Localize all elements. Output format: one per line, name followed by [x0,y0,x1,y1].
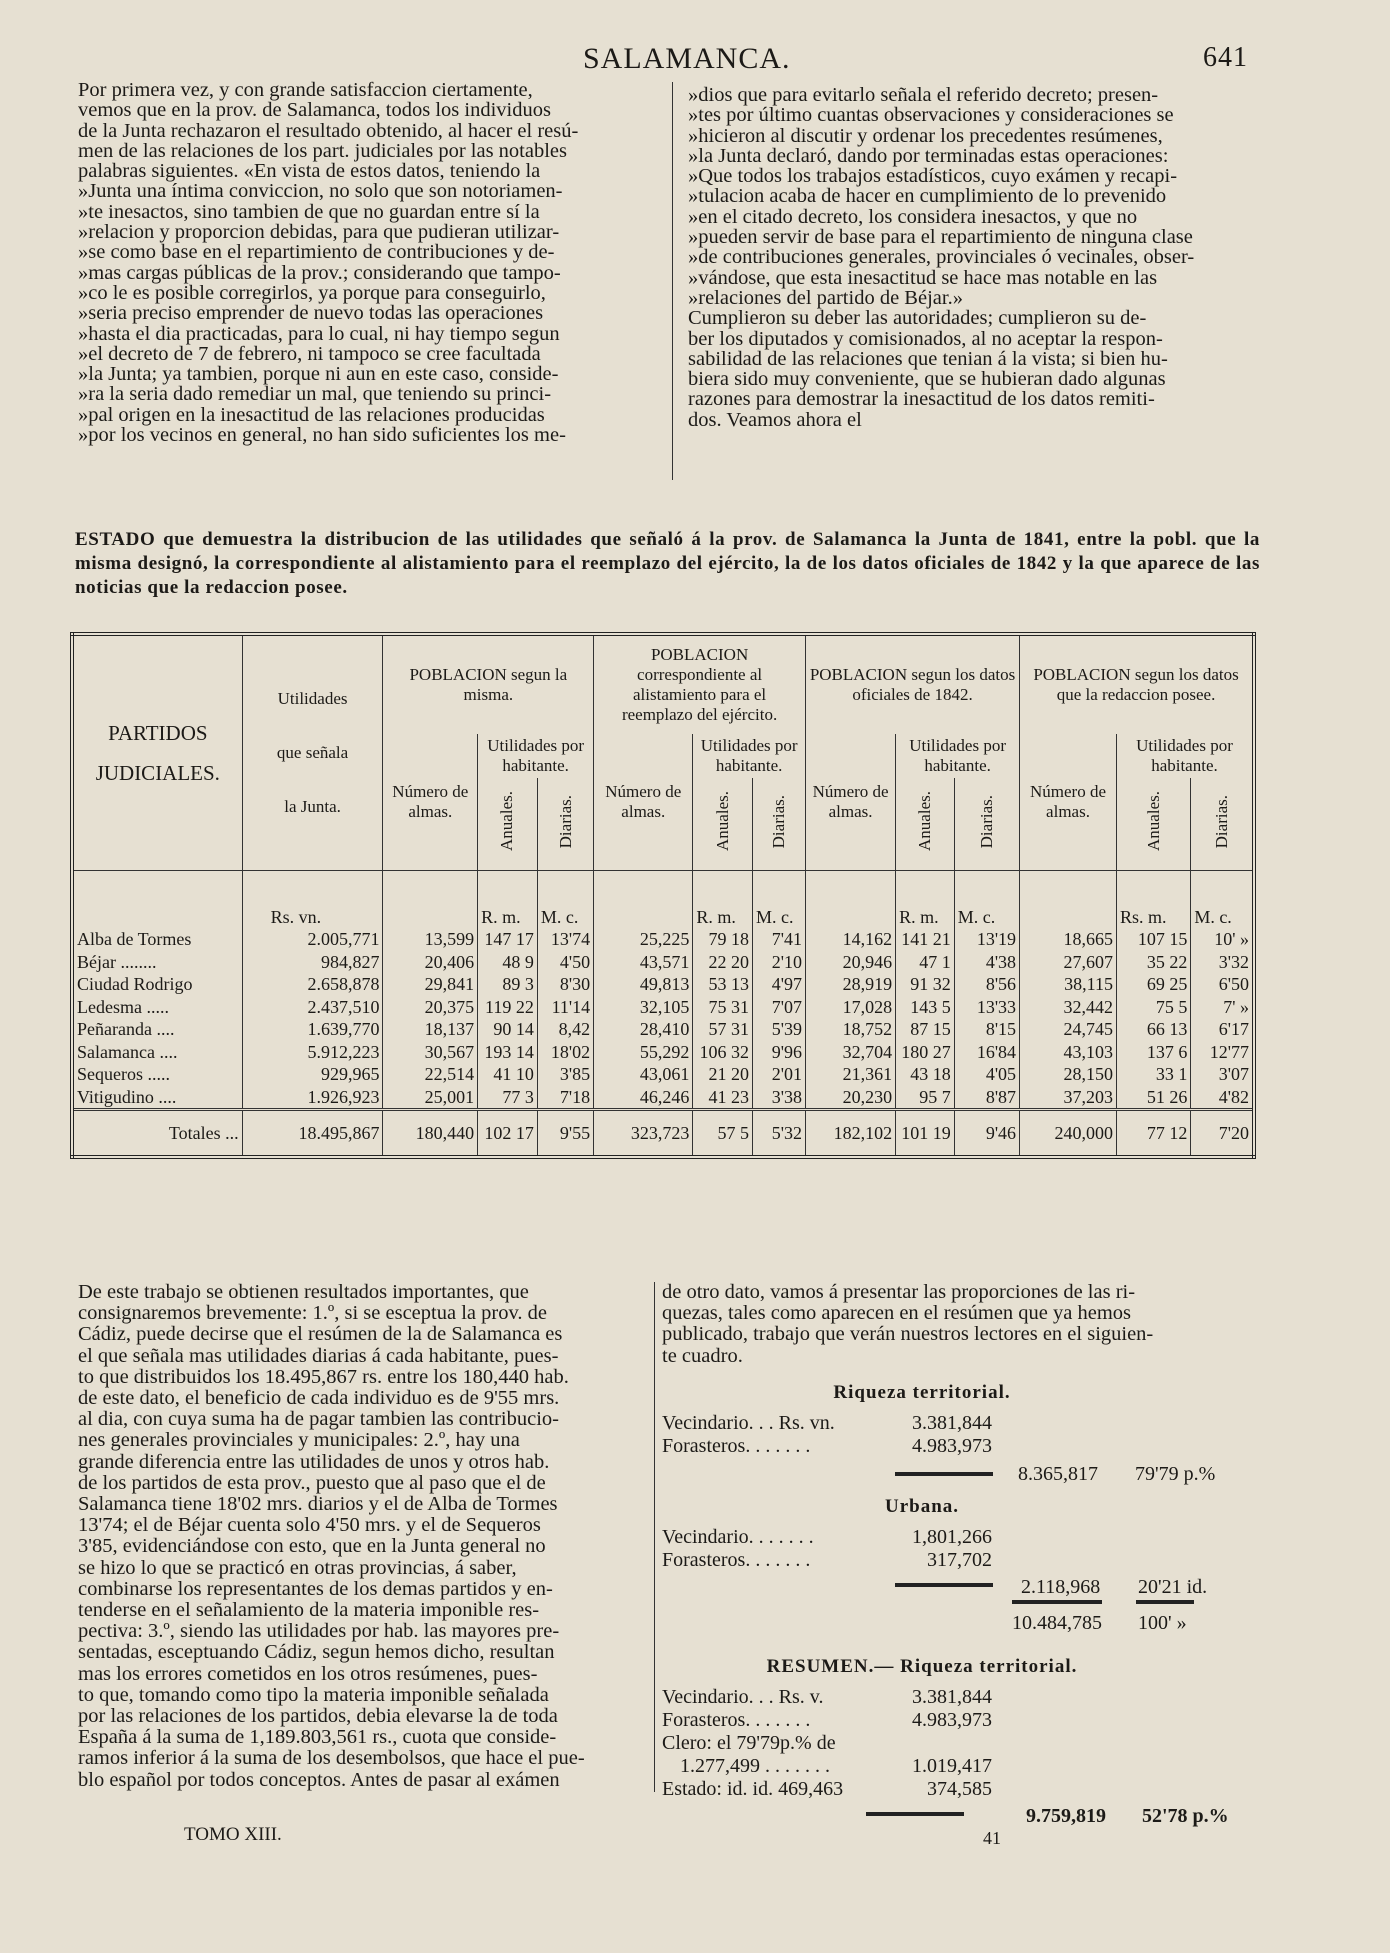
text-line: de los partidos de esta prov., puesto que al paso que el de [78,1471,546,1494]
text-line: te cuadro. [662,1344,743,1367]
text-line: nes generales provinciales y municipales: 2.º, hay una [78,1429,520,1452]
total-cell: 240,000 [1020,1110,1117,1158]
header-utilidades-junta: Utilidades que señala la Junta. [242,634,383,870]
table-cell: 2'10 [753,951,806,974]
resumen-percent: 52'78 p.% [1142,1805,1229,1827]
total-cell: 101 19 [896,1110,955,1158]
header-utilidades-hab: Utilidades por habitante. [1116,734,1254,778]
text-line: »en el citado decreto, los considera inesactos, y que no [688,205,1138,228]
text-line: »tes por último cuantas observaciones y consideraciones se [688,104,1174,127]
table-cell: 929,965 [242,1063,383,1086]
table-row [72,1086,1254,1110]
table-cell: 20,230 [806,1086,896,1110]
table-cell: 4'50 [537,951,593,974]
table-cell: 6'17 [1191,1018,1254,1041]
table-cell: 43,571 [594,951,693,974]
table-cell: 28,410 [594,1018,693,1041]
header-anuales: Anuales. [896,778,955,870]
total-cell: 180,440 [383,1110,478,1158]
urbana-forasteros-value: 317,702 [927,1549,992,1571]
text-line: por las relaciones de los partidos, debia elevarse la de toda [78,1705,558,1728]
urbana-percent: 20'21 id. [1138,1576,1208,1598]
text-line: »seria preciso emprender de nuevo todas las operaciones [78,302,544,325]
text-line: »el decreto de 7 de febrero, ni tampoco se cree facultada [78,342,541,365]
table-cell: 32,105 [594,996,693,1019]
table-cell: 5.912,223 [242,1041,383,1064]
total-cell: 5'32 [753,1110,806,1158]
table-row [72,928,1254,951]
urbana-vecindario-value: 1,801,266 [912,1526,992,1548]
page-title: SALAMANCA. [583,42,791,75]
table-cell: 38,115 [1020,973,1117,996]
text-line: »ra la seria dado remediar un mal, que teniendo su princi- [78,383,552,406]
text-line: publicado, trabajo que verán nuestros lectores en el siguien- [662,1323,1154,1346]
header-diarias: Diarias. [537,778,593,870]
text-line: »por los vecinos en general, no han sido suficientes los me- [78,424,566,447]
partido-name: Sequeros ..... [77,1064,170,1085]
sum-rule [895,1583,993,1587]
table-cell: 12'77 [1191,1041,1254,1064]
text-line: »tulacion acaba de hacer en cumplimiento de lo prevenido [688,185,1167,208]
table-cell: 22,514 [383,1063,478,1086]
text-line: »de contribuciones generales, provinciales ó vecinales, obser- [688,246,1195,269]
table-cell: 90 14 [478,1018,538,1041]
text-line: el que señala mas utilidades diarias á cada habitante, pues- [78,1344,559,1367]
table-cell: 22 20 [693,951,753,974]
text-line: »mas cargas públicas de la prov.; considerando que tampo- [78,261,561,284]
header-group-alistamiento: POBLACION correspondiente al alistamiento para el reemplazo del ejército. [594,634,806,734]
text-line: to que, tomando como tipo la materia imponible señalada [78,1683,549,1706]
table-cell: 13'74 [537,928,593,951]
partido-name: Béjar ........ [77,951,157,972]
table-cell: 35 22 [1116,951,1190,974]
table-cell: 1.639,770 [242,1018,383,1041]
table-cell: 4'38 [954,951,1019,974]
text-line: quezas, tales como aparecen en el resúmen que ya hemos [662,1302,1132,1325]
total-cell: 182,102 [806,1110,896,1158]
partido-name: Vitigudino .... [77,1086,177,1107]
table-cell: 5'39 [753,1018,806,1041]
estado-table [70,632,1256,1159]
text-line: De este trabajo se obtienen resultados importantes, que [78,1281,529,1303]
table-cell: 51 26 [1116,1086,1190,1110]
text-line: 13'74; el de Béjar cuenta solo 4'50 mrs. y el de Sequeros [78,1514,541,1537]
table-cell: 29,841 [383,973,478,996]
text-line: »se como base en el repartimiento de contribuciones y de- [78,241,555,264]
resumen-forasteros-label: Forasteros. . . . . . . [662,1709,811,1731]
text-line: consignaremos brevemente: 1.º, si se esceptua la prov. de [78,1302,547,1325]
text-line: »relaciones del partido de Béjar.» [688,286,963,309]
table-cell: 20,406 [383,951,478,974]
table-cell: 2'01 [753,1063,806,1086]
text-line: biera sido muy conveniente, que se hubieran dado algunas [688,368,1166,391]
text-line: »Junta una íntima conviccion, no solo que son notoriamen- [78,180,563,203]
table-cell: 107 15 [1116,928,1190,951]
table-cell: 147 17 [478,928,538,951]
table-cell: 25,001 [383,1086,478,1110]
table-cell: 3'85 [537,1063,593,1086]
text-line: men de las relaciones de los part. judiciales por las notables [78,139,567,162]
table-cell: 41 23 [693,1086,753,1110]
table-cell: 49,813 [594,973,693,996]
text-line: dos. Veamos ahora el [688,408,862,431]
partido-name: Salamanca .... [77,1041,178,1062]
text-line: »la Junta declaró, dando por terminadas estas operaciones: [688,144,1169,167]
table-cell: 3'38 [753,1086,806,1110]
header-utilidades-hab: Utilidades por habitante. [478,734,594,778]
table-cell: 11'14 [537,996,593,1019]
table-cell: 8'15 [954,1018,1019,1041]
table-cell: 21 20 [693,1063,753,1086]
header-utilidades-hab: Utilidades por habitante. [693,734,806,778]
resumen-vecindario-value: 3.381,844 [912,1686,992,1708]
total-cell: 77 12 [1116,1110,1190,1158]
column-divider [654,1282,655,1792]
total-cell: 9'55 [537,1110,593,1158]
totals-row [72,1110,1254,1158]
table-cell: 20,375 [383,996,478,1019]
table-cell: 91 32 [896,973,955,996]
header-numero-almas: Número de almas. [1020,734,1117,870]
urbana-total: 2.118,968 [1021,1576,1101,1598]
table-cell: 48 9 [478,951,538,974]
text-line: pectiva: 3.º, siendo las utilidades por hab. las mayores pre- [78,1620,560,1643]
header-group-junta: POBLACION segun la misma. [383,634,594,734]
total-cell: 102 17 [478,1110,538,1158]
text-line: combinarse los representantes de los demas partidos y en- [78,1577,553,1600]
table-cell: 75 5 [1116,996,1190,1019]
text-line: blo español por todos conceptos. Antes de pasar al exámen [78,1768,560,1791]
table-cell: 10' » [1191,928,1254,951]
table-cell: 4'97 [753,973,806,996]
total-cell: 9'46 [954,1110,1019,1158]
text-line: palabras siguientes. «En vista de estos datos, teniendo la [78,160,541,183]
header-group-redaccion: POBLACION segun los datos que la redaccion posee. [1020,634,1254,734]
column-divider [672,82,673,480]
table-cell: 89 3 [478,973,538,996]
left-column-bottom [78,1282,636,1791]
text-line: »la Junta; ya tambien, porque ni aun en este caso, conside- [78,363,559,386]
table-cell: 95 7 [896,1086,955,1110]
text-line: sentadas, esceptuando Cádiz, segun hemos dicho, resultan [78,1641,555,1664]
sum-rule [866,1812,964,1816]
partido-name: Ledesma ..... [77,996,169,1017]
text-line: »pueden servir de base para el repartimiento de ninguna clase [688,226,1193,249]
table-cell: 30,567 [383,1041,478,1064]
volume-label: TOMO XIII. [184,1824,282,1845]
table-cell: 137 6 [1116,1041,1190,1064]
table-cell: 66 13 [1116,1018,1190,1041]
table-cell: 8,42 [537,1018,593,1041]
table-cell: 53 13 [693,973,753,996]
table-cell: 6'50 [1191,973,1254,996]
table-cell: 55,292 [594,1041,693,1064]
text-line: »relacion y proporcion debidas, para que pudieran utilizar- [78,221,560,244]
table-cell: 27,607 [1020,951,1117,974]
table-cell: 8'87 [954,1086,1019,1110]
table-cell: 16'84 [954,1041,1019,1064]
text-line: 3'85, evidenciándose con esto, que en la Junta general no [78,1535,546,1558]
total-cell: 323,723 [594,1110,693,1158]
partido-name: Peñaranda .... [77,1019,175,1040]
text-line: »Que todos los trabajos estadísticos, cuyo exámen y recapi- [688,165,1178,188]
signature-mark: 41 [983,1828,1001,1848]
table-cell: 17,028 [806,996,896,1019]
total-cell: 57 5 [693,1110,753,1158]
table-cell: 18'02 [537,1041,593,1064]
text-line: ramos inferior á la suma de los desembolsos, que hace el pue- [78,1747,585,1770]
table-cell: 18,665 [1020,928,1117,951]
resumen-clero-label: Clero: el 79'79p.% de [662,1732,836,1754]
text-line: de este dato, el beneficio de cada individuo es de 9'55 mrs. [78,1387,560,1410]
text-line: Cumplieron su deber las autoridades; cumplieron su de- [688,307,1147,330]
text-line: »hasta el dia practicadas, para lo cual, ni hay tiempo segun [78,322,560,345]
table-cell: 4'05 [954,1063,1019,1086]
table-cell: 25,225 [594,928,693,951]
units-row: Rs. vn. R. m. M. c. R. m. M. c. R. m. M. c. Rs. m. M. c. [72,870,1254,928]
territorial-percent: 79'79 p.% [1135,1463,1216,1485]
forasteros-value: 4.983,973 [912,1435,992,1457]
table-cell: 3'32 [1191,951,1254,974]
total-cell: 18.495,867 [242,1110,383,1158]
table-cell: 37,203 [1020,1086,1117,1110]
table-cell: 20,946 [806,951,896,974]
table-cell: 32,442 [1020,996,1117,1019]
table-cell: 43,061 [594,1063,693,1086]
header-diarias: Diarias. [1191,778,1254,870]
text-line: Por primera vez, y con grande satisfaccion ciertamente, [78,79,533,101]
partido-name: Ciudad Rodrigo [77,974,193,995]
resumen-clero-base: 1.277,499 . . . . . . . [680,1755,830,1777]
table-cell: 2.005,771 [242,928,383,951]
header-diarias: Diarias. [753,778,806,870]
table-cell: 43 18 [896,1063,955,1086]
table-caption: ESTADO que demuestra la distribucion de las utilidades que señaló á la prov. de Salamanca la Junta de 1841, entre la pobl. que la misma designó, la correspondiente al alistamiento para el reemplazo del ejército, la de los datos oficiales de 1842 y la que aparece de las noticias que la redaccion posee. [75,529,1260,598]
urbana-vecindario-label: Vecindario. . . . . . . [662,1526,814,1548]
table-cell: 7'41 [753,928,806,951]
table-cell: 2.437,510 [242,996,383,1019]
table-cell: 7'18 [537,1086,593,1110]
table-cell: 14,162 [806,928,896,951]
resumen-total: 9.759,819 [1026,1805,1106,1827]
table-row [72,1063,1254,1086]
header-anuales: Anuales. [478,778,538,870]
text-line: »te inesactos, sino tambien de que no guardan entre sí la [78,200,540,223]
table-cell: 69 25 [1116,973,1190,996]
table-row [72,973,1254,996]
table-cell: 141 21 [896,928,955,951]
text-line: tenderse en el señalamiento de la materia imponible res- [78,1599,540,1622]
header-utilidades-hab: Utilidades por habitante. [896,734,1020,778]
table-cell: 119 22 [478,996,538,1019]
left-column-top [78,80,660,445]
text-line: grande diferencia entre las utilidades de unos y otros hab. [78,1450,550,1473]
table-cell: 9'96 [753,1041,806,1064]
text-line: sabilidad de las relaciones que tenian á la vista; si bien hu- [688,347,1168,370]
sum-rule [1012,1600,1102,1604]
forasteros-label: Forasteros. . . . . . . [662,1435,811,1457]
table-cell: 46,246 [594,1086,693,1110]
table-cell: 41 10 [478,1063,538,1086]
page-number: 641 [1203,42,1248,73]
header-partidos: PARTIDOS JUDICIALES. [95,720,220,785]
text-line: to que distribuidos los 18.495,867 rs. entre los 180,440 hab. [78,1365,569,1388]
table-cell: 8'30 [537,973,593,996]
table-cell: 87 15 [896,1018,955,1041]
resumen-clero-value: 1.019,417 [912,1755,992,1777]
vecindario-value: 3.381,844 [912,1412,992,1434]
table-cell: 2.658,878 [242,973,383,996]
table-cell: 3'07 [1191,1063,1254,1086]
resumen-title: RESUMEN.— Riqueza territorial. [766,1656,1078,1677]
table-cell: 28,150 [1020,1063,1117,1086]
table-cell: 13'33 [954,996,1019,1019]
text-line: »dios que para evitarlo señala el referido decreto; presen- [688,84,1159,106]
resumen-forasteros-value: 4.983,973 [912,1709,992,1731]
text-line: razones para demostrar la inesactitud de los datos remiti- [688,388,1155,411]
table-cell: 18,137 [383,1018,478,1041]
text-line: de la Junta rechazaron el resultado obtenido, al hacer el resú- [78,119,579,142]
text-line: España á la suma de 1,189.803,561 rs., cuota que conside- [78,1726,557,1749]
header-numero-almas: Número de almas. [594,734,693,870]
table-row [72,1018,1254,1041]
header-diarias: Diarias. [954,778,1019,870]
table-cell: 75 31 [693,996,753,1019]
text-line: Cádiz, puede decirse que el resúmen de la de Salamanca es [78,1323,563,1346]
text-line: »pal origen en la inesactitud de las relaciones producidas [78,403,545,426]
table-cell: 28,919 [806,973,896,996]
text-line: al dia, con cuya suma ha de pagar tambien las contribucio- [78,1408,559,1431]
table-cell: 33 1 [1116,1063,1190,1086]
grand-percent: 100' » [1138,1612,1187,1634]
table-cell: 79 18 [693,928,753,951]
vecindario-label: Vecindario. . . Rs. vn. [662,1412,835,1434]
table-cell: 1.926,923 [242,1086,383,1110]
table-row [72,996,1254,1019]
table-cell: 43,103 [1020,1041,1117,1064]
totals-label: Totales ... [72,1110,242,1158]
riqueza-title: Riqueza territorial. [833,1382,1011,1403]
grand-total: 10.484,785 [1012,1612,1102,1634]
table-cell: 193 14 [478,1041,538,1064]
table-cell: 4'82 [1191,1086,1254,1110]
territorial-total: 8.365,817 [1018,1463,1098,1485]
total-cell: 7'20 [1191,1110,1254,1158]
table-row [72,951,1254,974]
table-cell: 13,599 [383,928,478,951]
text-line: de otro dato, vamos á presentar las proporciones de las ri- [662,1281,1136,1303]
text-line: ber los diputados y comisionados, al no aceptar la respon- [688,327,1163,350]
table-cell: 7'07 [753,996,806,1019]
text-line: »co le es posible corregirlos, ya porque para conseguirlo, [78,281,546,304]
resumen-estado-value: 374,585 [927,1778,992,1800]
table-cell: 57 31 [693,1018,753,1041]
table-cell: 32,704 [806,1041,896,1064]
resumen-estado-label: Estado: id. id. 469,463 [662,1778,844,1800]
sum-rule [1136,1600,1194,1604]
text-line: mas los errores cometidos en los otros resúmenes, pues- [78,1662,538,1685]
table-cell: 984,827 [242,951,383,974]
right-column-top [688,85,1268,430]
table-row [72,1041,1254,1064]
partido-name: Alba de Tormes [77,929,192,950]
header-group-oficiales: POBLACION segun los datos oficiales de 1842. [806,634,1020,734]
table-cell: 143 5 [896,996,955,1019]
text-line: Salamanca tiene 18'02 mrs. diarios y el de Alba de Tormes [78,1493,558,1516]
resumen-vecindario-label: Vecindario. . . Rs. v. [662,1686,824,1708]
header-anuales: Anuales. [1116,778,1190,870]
text-line: se hizo lo que se practicó en otras provincias, á saber, [78,1556,517,1579]
text-line: »vándose, que esta inesactitud se hace mas notable en las [688,266,1158,289]
table-cell: 21,361 [806,1063,896,1086]
table-cell: 106 32 [693,1041,753,1064]
table-cell: 13'19 [954,928,1019,951]
table-cell: 8'56 [954,973,1019,996]
table-cell: 180 27 [896,1041,955,1064]
table-cell: 47 1 [896,951,955,974]
text-line: »hicieron al discutir y ordenar los precedentes resúmenes, [688,124,1163,147]
sum-rule [895,1472,993,1476]
header-numero-almas: Número de almas. [806,734,896,870]
header-numero-almas: Número de almas. [383,734,478,870]
header-anuales: Anuales. [693,778,753,870]
table-cell: 7' » [1191,996,1254,1019]
urbana-title: Urbana. [884,1496,960,1517]
right-column-bottom [662,1282,1240,1367]
table-cell: 18,752 [806,1018,896,1041]
table-cell: 77 3 [478,1086,538,1110]
urbana-forasteros-label: Forasteros. . . . . . . [662,1549,811,1571]
table-cell: 24,745 [1020,1018,1117,1041]
text-line: vemos que en la prov. de Salamanca, todos los individuos [78,99,551,122]
